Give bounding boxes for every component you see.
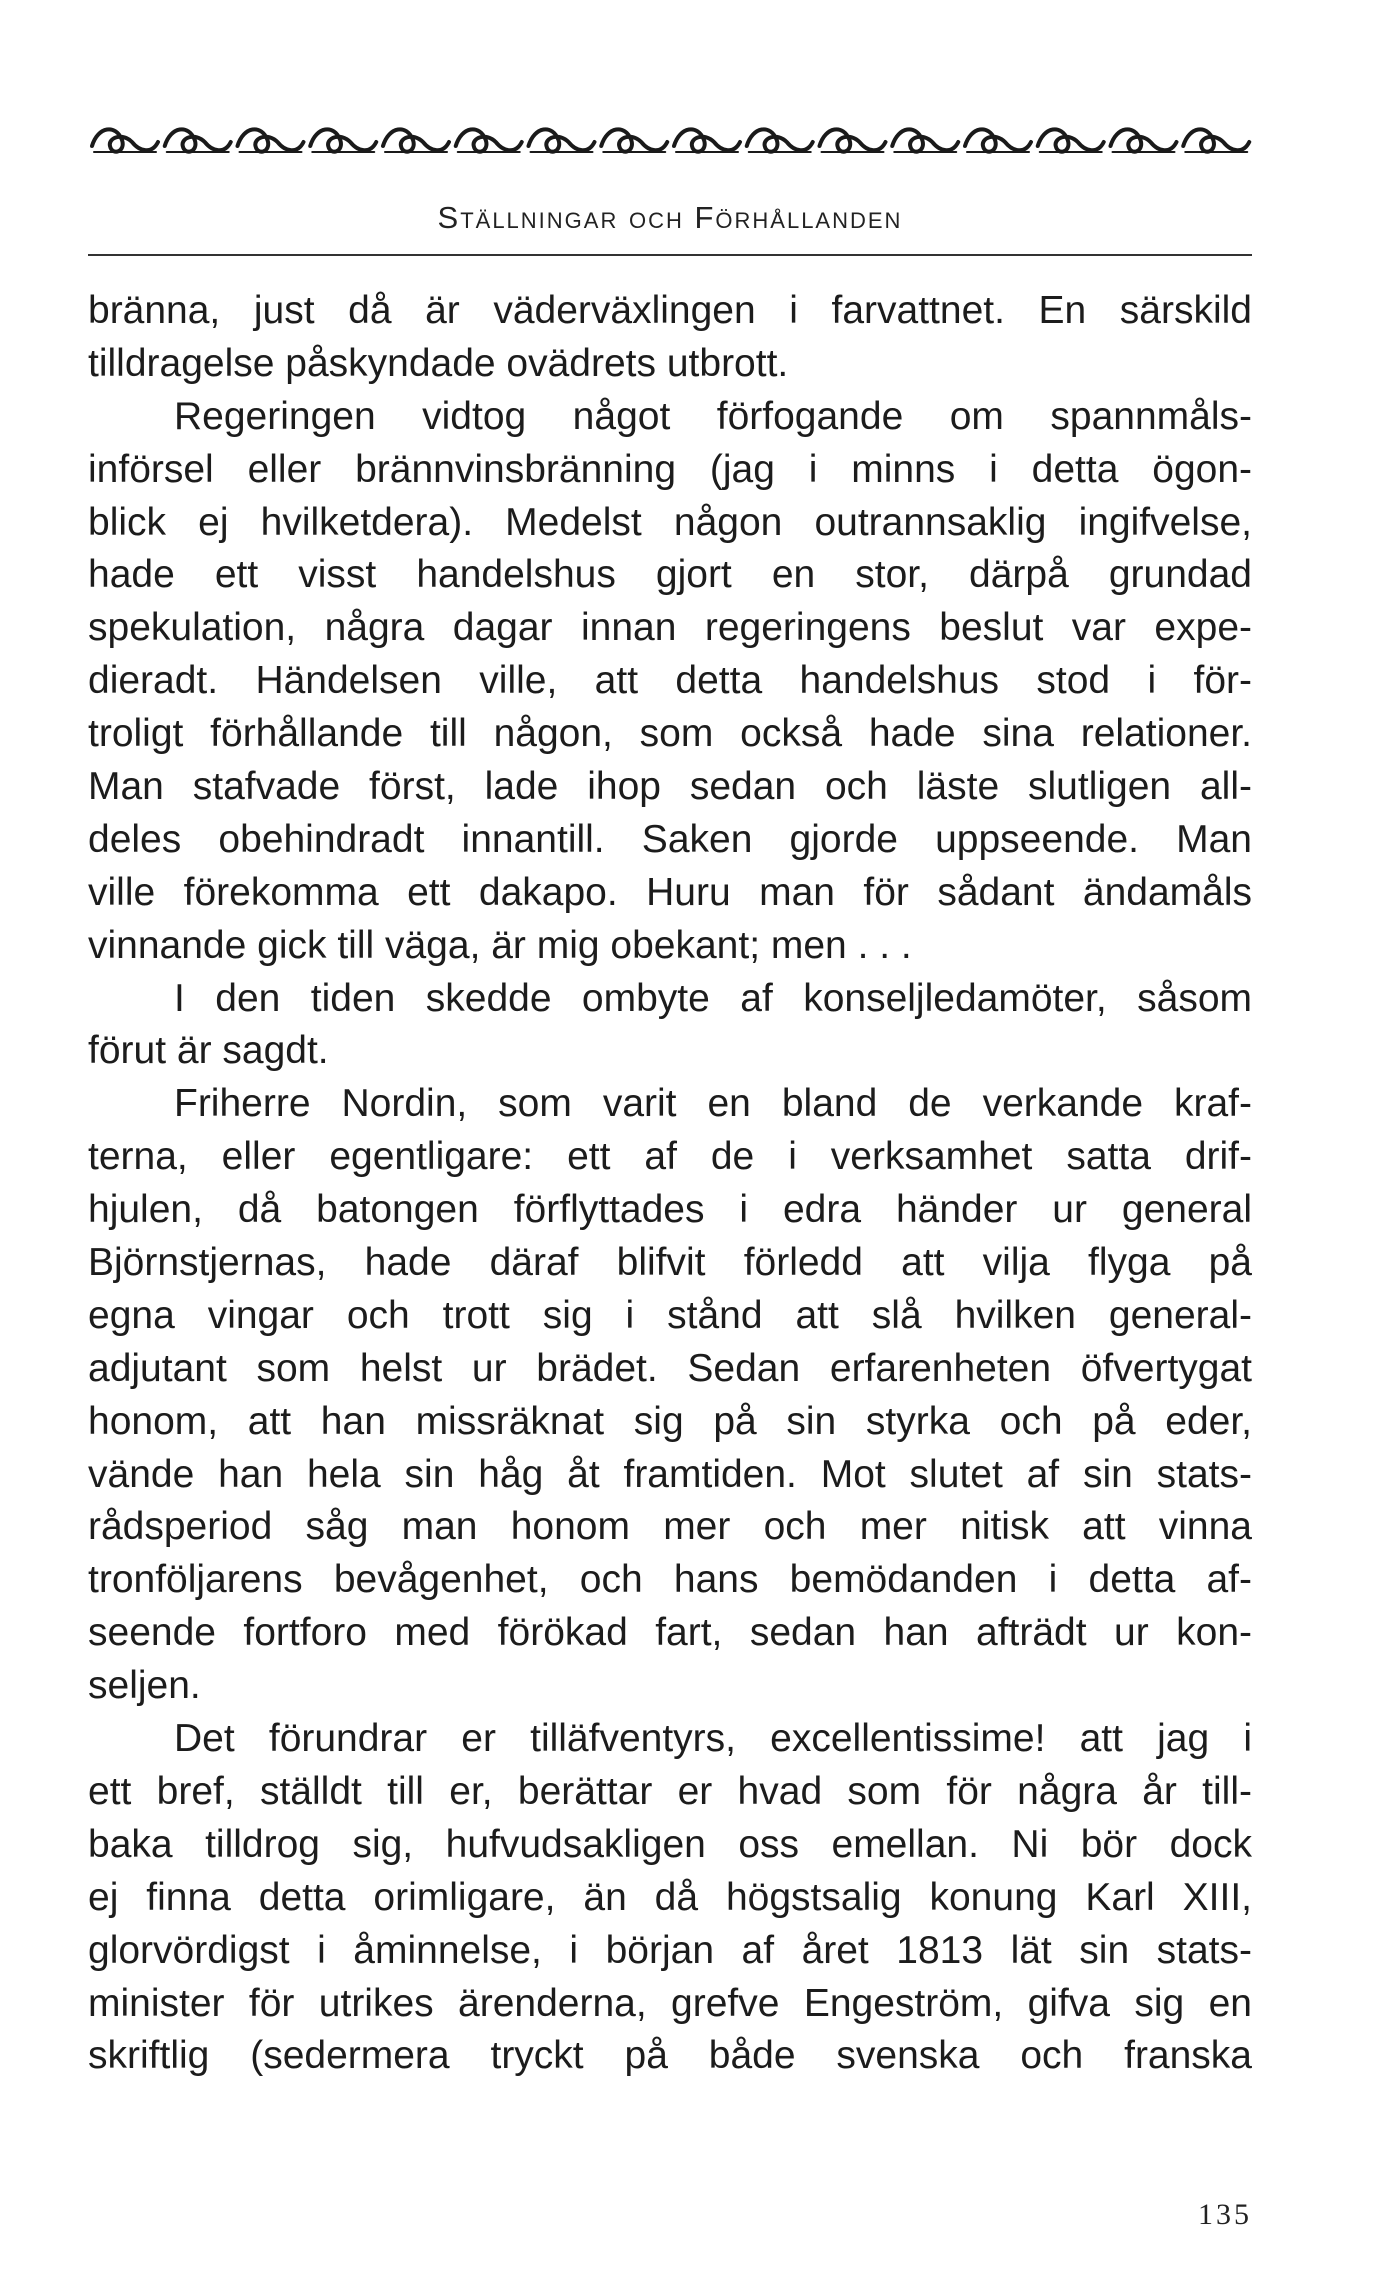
text-line: I den tiden skedde ombyte af konseljledamöter, såsom	[174, 976, 1252, 1020]
header-rule	[88, 254, 1252, 256]
text-line: deles obehindradt innantill. Saken gjorde uppseende. Man	[88, 817, 1252, 861]
text-line: Regeringen vidtog något förfogande om spannmåls-	[174, 394, 1252, 438]
ornament-scroll	[238, 129, 304, 151]
text-line: bränna, just då är väderväxlingen i farvattnet. En särskild	[88, 289, 1252, 332]
text-line: vände han hela sin håg åt framtiden. Mot slutet af sin stats-	[88, 1452, 1252, 1496]
text-line: seende fortforo med förökad fart, sedan han afträdt ur kon-	[88, 1611, 1252, 1655]
ornament-scroll	[892, 129, 958, 151]
text-line: rådsperiod såg man honom mer och mer nitisk att vinna	[88, 1505, 1252, 1549]
text-line: Det förundrar er tilläfventyrs, excellentissime! att jag i	[174, 1717, 1252, 1761]
scroll-wave-ornament-icon	[88, 112, 1252, 172]
text-line: vinnande gick till väga, är mig obekant; men . . .	[88, 923, 912, 967]
text-line: baka tilldrog sig, hufvudsakligen oss emellan. Ni bör dock	[88, 1822, 1252, 1866]
page-number: 135	[1198, 2198, 1252, 2231]
ornament-scroll	[383, 129, 449, 151]
ornament-scroll	[674, 129, 740, 151]
text-line: hade ett visst handelshus gjort en stor, därpå grundad	[88, 553, 1252, 597]
ornament-scroll	[601, 129, 667, 151]
header-ornament	[88, 112, 1252, 172]
text-line: honom, att han missräknat sig på sin styrka och på eder,	[88, 1399, 1252, 1443]
ornament-scroll	[1038, 129, 1104, 151]
text-line: blick ej hvilketdera). Medelst någon outrannsaklig ingifvelse,	[88, 500, 1252, 544]
text-line: förut är sagdt.	[88, 1029, 329, 1073]
ornament-scroll	[165, 129, 231, 151]
text-line: spekulation, några dagar innan regeringens beslut var expe-	[88, 606, 1252, 650]
text-line: hjulen, då batongen förflyttades i edra händer ur general	[88, 1188, 1252, 1232]
text-line: ett bref, ställdt till er, berättar er hvad som för några år till-	[88, 1769, 1252, 1813]
text-line: adjutant som helst ur brädet. Sedan erfarenheten öfvertygat	[88, 1346, 1252, 1390]
ornament-scroll	[1183, 129, 1249, 151]
text-line: införsel eller brännvinsbränning (jag i minns i detta ögon-	[88, 447, 1252, 491]
text-line: terna, eller egentligare: ett af de i verksamhet satta drif-	[88, 1135, 1252, 1179]
text-line: tilldragelse påskyndade ovädrets utbrott.	[88, 341, 789, 385]
ornament-scroll	[310, 129, 376, 151]
text-line: ej finna detta orimligare, än då högstsalig konung Karl XIII,	[88, 1875, 1252, 1919]
ornament-scroll	[820, 129, 886, 151]
text-line: skriftlig (sedermera tryckt på både svenska och franska	[88, 2034, 1252, 2078]
text-line: minister för utrikes ärenderna, grefve Engeström, gifva sig en	[88, 1981, 1252, 2025]
text-line: glorvördigst i åminnelse, i början af året 1813 lät sin stats-	[88, 1928, 1252, 1972]
body-text	[88, 285, 1252, 2083]
ornament-scroll	[1111, 129, 1177, 151]
ornament-scroll	[747, 129, 813, 151]
text-line: Man stafvade först, lade ihop sedan och läste slutligen all-	[88, 765, 1252, 809]
book-page	[88, 0, 1252, 2275]
ornament-scroll	[92, 129, 158, 151]
ornament-scroll	[965, 129, 1031, 151]
ornament-scroll	[456, 129, 522, 151]
text-line: Björnstjernas, hade däraf blifvit förledd att vilja flyga på	[88, 1241, 1252, 1285]
ornament-scroll	[529, 129, 595, 151]
text-line: Friherre Nordin, som varit en bland de verkande kraf-	[174, 1082, 1252, 1126]
text-line: ville förekomma ett dakapo. Huru man för sådant ändamåls	[88, 870, 1252, 914]
text-line: troligt förhållande till någon, som också hade sina relationer.	[88, 712, 1252, 756]
running-title: Ställningar och Förhållanden	[437, 200, 903, 235]
text-line: tronföljarens bevågenhet, och hans bemödanden i detta af-	[88, 1558, 1252, 1602]
text-line: seljen.	[88, 1664, 201, 1708]
text-line: dieradt. Händelsen ville, att detta handelshus stod i för-	[88, 659, 1252, 703]
text-line: egna vingar och trott sig i stånd att slå hvilken general-	[88, 1293, 1252, 1337]
